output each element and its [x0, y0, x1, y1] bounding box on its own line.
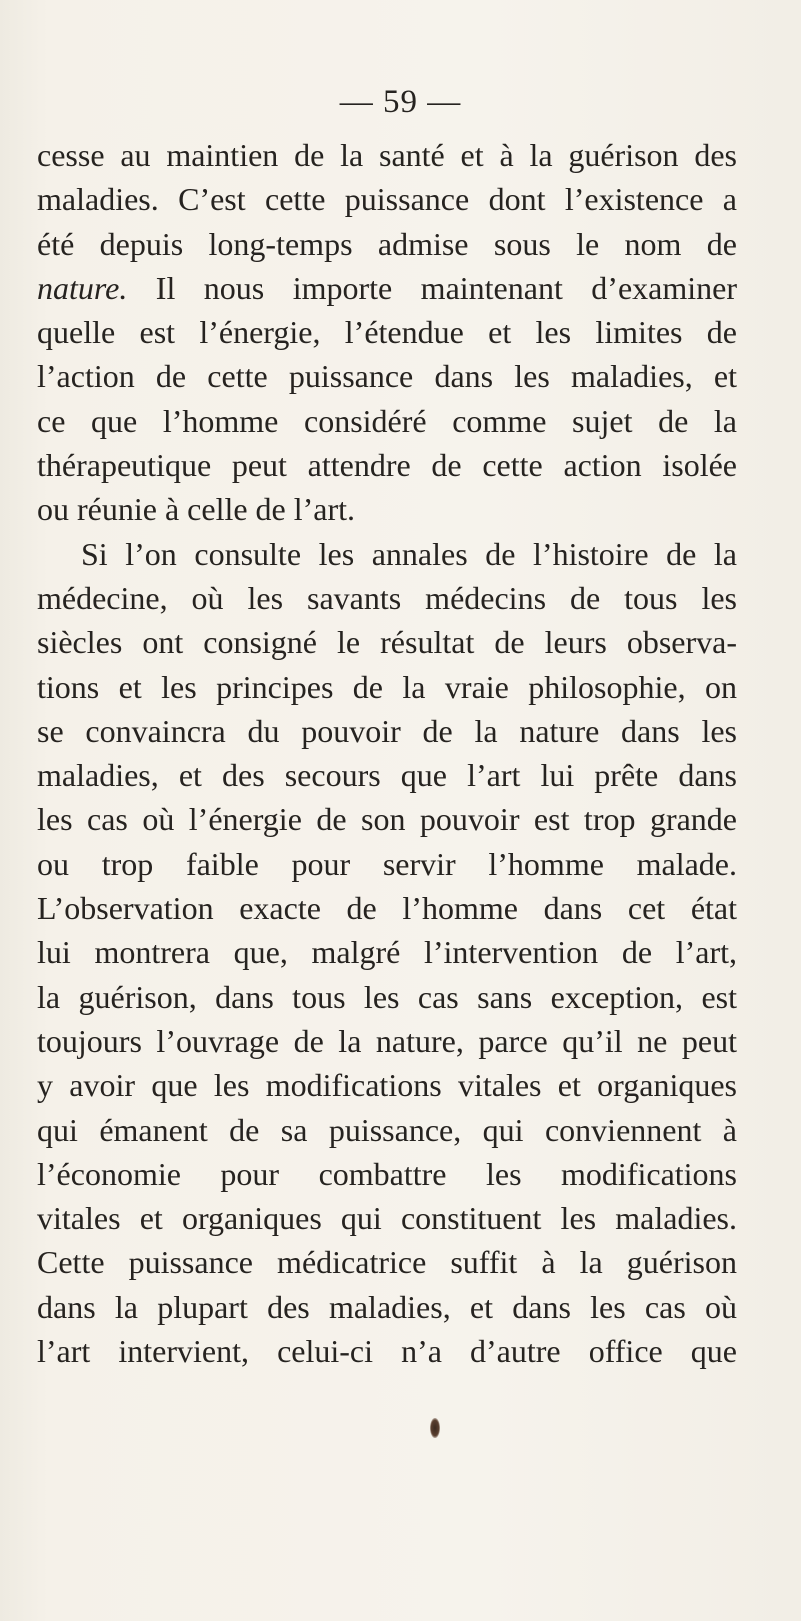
ink-blemish — [430, 1418, 440, 1438]
text-line: ce que l’homme considéré comme sujet de la — [37, 402, 737, 439]
text-line: thérapeutique peut attendre de cette action isolée — [37, 447, 737, 484]
text-line: dans la plupart des maladies, et dans les cas où — [37, 1288, 737, 1325]
text-line: se convaincra du pouvoir de la nature dans les — [37, 712, 737, 749]
text-line: médecine, où les savants médecins de tous les — [37, 579, 737, 616]
text-line: maladies. C’est cette puissance dont l’existence a — [37, 181, 737, 218]
text-line: été depuis long-temps admise sous le nom de — [37, 225, 737, 262]
text-line-rest: Il nous importe maintenant d’examiner — [127, 269, 737, 306]
text-line: maladies, et des secours que l’art lui prête dans — [37, 757, 737, 794]
text-line: ou trop faible pour servir l’homme malade. — [37, 845, 737, 882]
text-line: la guérison, dans tous les cas sans exception, est — [37, 978, 737, 1015]
text-line: l’action de cette puissance dans les maladies, et — [37, 358, 737, 395]
text-line: Si l’on consulte les annales de l’histoire de la — [81, 535, 737, 572]
text-line: vitales et organiques qui constituent les maladies. — [37, 1200, 737, 1237]
text-line: siècles ont consigné le résultat de leurs observa- — [37, 624, 737, 661]
text-line: cesse au maintien de la santé et à la guérison des — [37, 137, 737, 173]
text-line: les cas où l’énergie de son pouvoir est trop grande — [37, 801, 737, 838]
text-line: l’économie pour combattre les modifications — [37, 1155, 737, 1192]
text-line — [37, 266, 737, 310]
body-text — [37, 133, 737, 1373]
text-line: y avoir que les modifications vitales et organiques — [37, 1067, 737, 1104]
text-line: qui émanent de sa puissance, qui conviennent à — [37, 1111, 737, 1148]
text-line: tions et les principes de la vraie philosophie, on — [37, 668, 737, 705]
text-line: l’art intervient, celui-ci n’a d’autre office que — [37, 1333, 737, 1370]
page-number: — 59 — — [339, 84, 462, 120]
text-line: toujours l’ouvrage de la nature, parce qu’il ne peut — [37, 1022, 737, 1059]
italic-term: nature. — [37, 269, 128, 306]
text-line: ou réunie à celle de l’art. — [37, 491, 356, 528]
text-line: Cette puissance médicatrice suffit à la guérison — [37, 1244, 737, 1281]
text-line: lui montrera que, malgré l’intervention de l’art, — [37, 934, 737, 971]
text-line: quelle est l’énergie, l’étendue et les limites de — [37, 314, 737, 351]
text-line: L’observation exacte de l’homme dans cet état — [37, 890, 737, 927]
